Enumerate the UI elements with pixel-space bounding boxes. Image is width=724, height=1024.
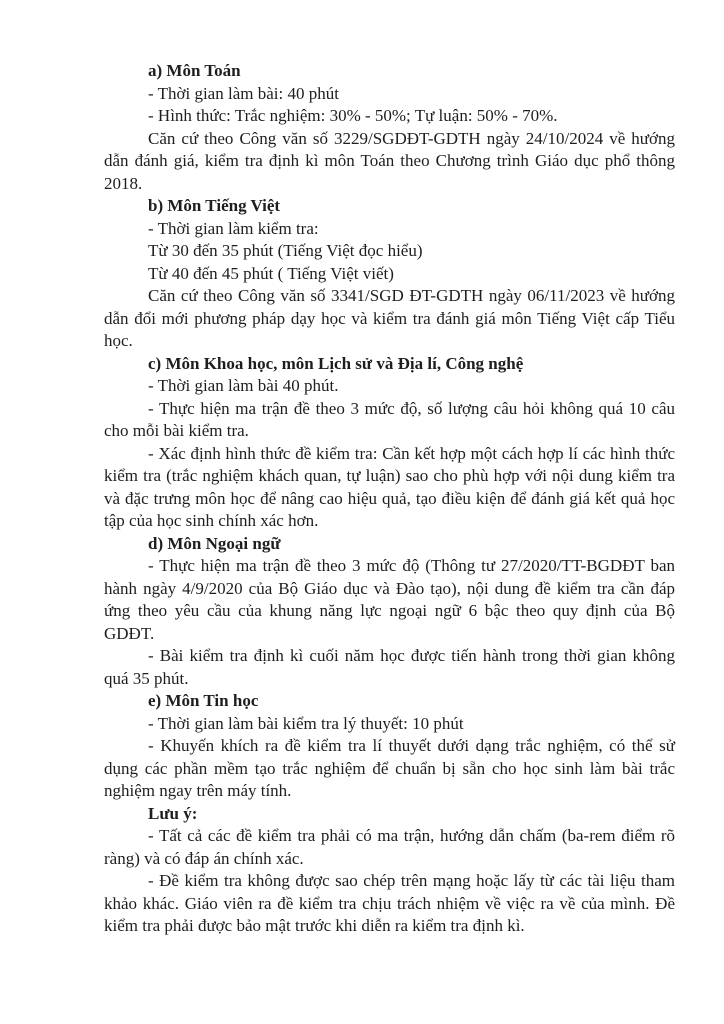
paragraph: - Thực hiện ma trận đề theo 3 mức độ, số lượng câu hỏi không quá 10 câu cho mỗi bài kiểm tra. — [104, 398, 675, 440]
section-mon-tieng-viet — [104, 195, 675, 353]
paragraph: - Thời gian làm kiểm tra: — [148, 218, 319, 238]
section-heading: e) Môn Tin học — [148, 691, 259, 710]
section-heading: c) Môn Khoa học, môn Lịch sử và Địa lí, Công nghệ — [148, 353, 524, 373]
section-mon-ngoai-ngu — [104, 533, 675, 691]
paragraph: - Xác định hình thức đề kiểm tra: Cần kết hợp một cách hợp lí các hình thức kiểm tra (trắc nghiệm khách quan, tự luận) sao cho phù hợp với nội dung kiểm tra và đặc trưng môn học để nâng cao hiệu quả, tạo điều kiện để đánh giá kết quả học tập của học sinh chính xác hơn. — [104, 443, 675, 530]
paragraph: - Thời gian làm bài kiểm tra lý thuyết: 10 phút — [148, 713, 464, 733]
paragraph: - Khuyến khích ra đề kiểm tra lí thuyết dưới dạng trắc nghiệm, có thể sử dụng các phần mềm tạo trắc nghiệm để chuẩn bị sẵn cho học sinh làm bài trắc nghiệm ngay trên máy tính. — [104, 736, 675, 800]
section-heading: a) Môn Toán — [148, 61, 241, 80]
section-mon-tin-hoc — [104, 690, 675, 803]
paragraph: Căn cứ theo Công văn số 3341/SGD ĐT-GDTH ngày 06/11/2023 về hướng dẫn đổi mới phương pháp dạy học và kiểm tra đánh giá môn Tiếng Việt cấp Tiểu học. — [104, 286, 675, 350]
paragraph: - Thời gian làm bài 40 phút. — [148, 376, 339, 395]
paragraph: Từ 40 đến 45 phút ( Tiếng Việt viết) — [148, 263, 394, 283]
paragraph: Từ 30 đến 35 phút (Tiếng Việt đọc hiểu) — [148, 241, 423, 260]
paragraph: - Tất cả các đề kiểm tra phải có ma trận, hướng dẫn chấm (ba-rem điểm rõ ràng) và có đáp án chính xác. — [104, 826, 675, 868]
section-heading: d) Môn Ngoại ngữ — [148, 533, 281, 553]
section-mon-toan — [104, 60, 675, 195]
paragraph: Căn cứ theo Công văn số 3229/SGDĐT-GDTH ngày 24/10/2024 về hướng dẫn đánh giá, kiểm tra định kì môn Toán theo Chương trình Giáo dục phổ thông 2018. — [104, 128, 675, 193]
paragraph: - Thực hiện ma trận đề theo 3 mức độ (Thông tư 27/2020/TT-BGDĐT ban hành ngày 4/9/2020 của Bộ Giáo dục và Đào tạo), nội dung đề kiểm tra cần đáp ứng theo yêu cầu của khung năng lực ngoại ngữ 6 bậc theo quy định của Bộ GDĐT. — [104, 556, 675, 643]
paragraph: - Hình thức: Trắc nghiệm: 30% - 50%; Tự luận: 50% - 70%. — [148, 106, 558, 125]
paragraph: - Thời gian làm bài: 40 phút — [148, 83, 339, 103]
paragraph: - Bài kiểm tra định kì cuối năm học được tiến hành trong thời gian không quá 35 phút. — [104, 646, 675, 688]
section-luu-y — [104, 803, 675, 938]
paragraph: - Đề kiểm tra không được sao chép trên mạng hoặc lấy từ các tài liệu tham khảo khác. Giáo viên ra đề kiểm tra chịu trách nhiệm về việc ra về của mình. Đề kiểm tra phải được bảo mật trước khi diễn ra kiểm tra định kì. — [104, 871, 675, 935]
section-mon-khoa-hoc — [104, 353, 675, 533]
section-heading: Lưu ý: — [148, 803, 198, 823]
section-heading: b) Môn Tiếng Việt — [148, 196, 281, 215]
